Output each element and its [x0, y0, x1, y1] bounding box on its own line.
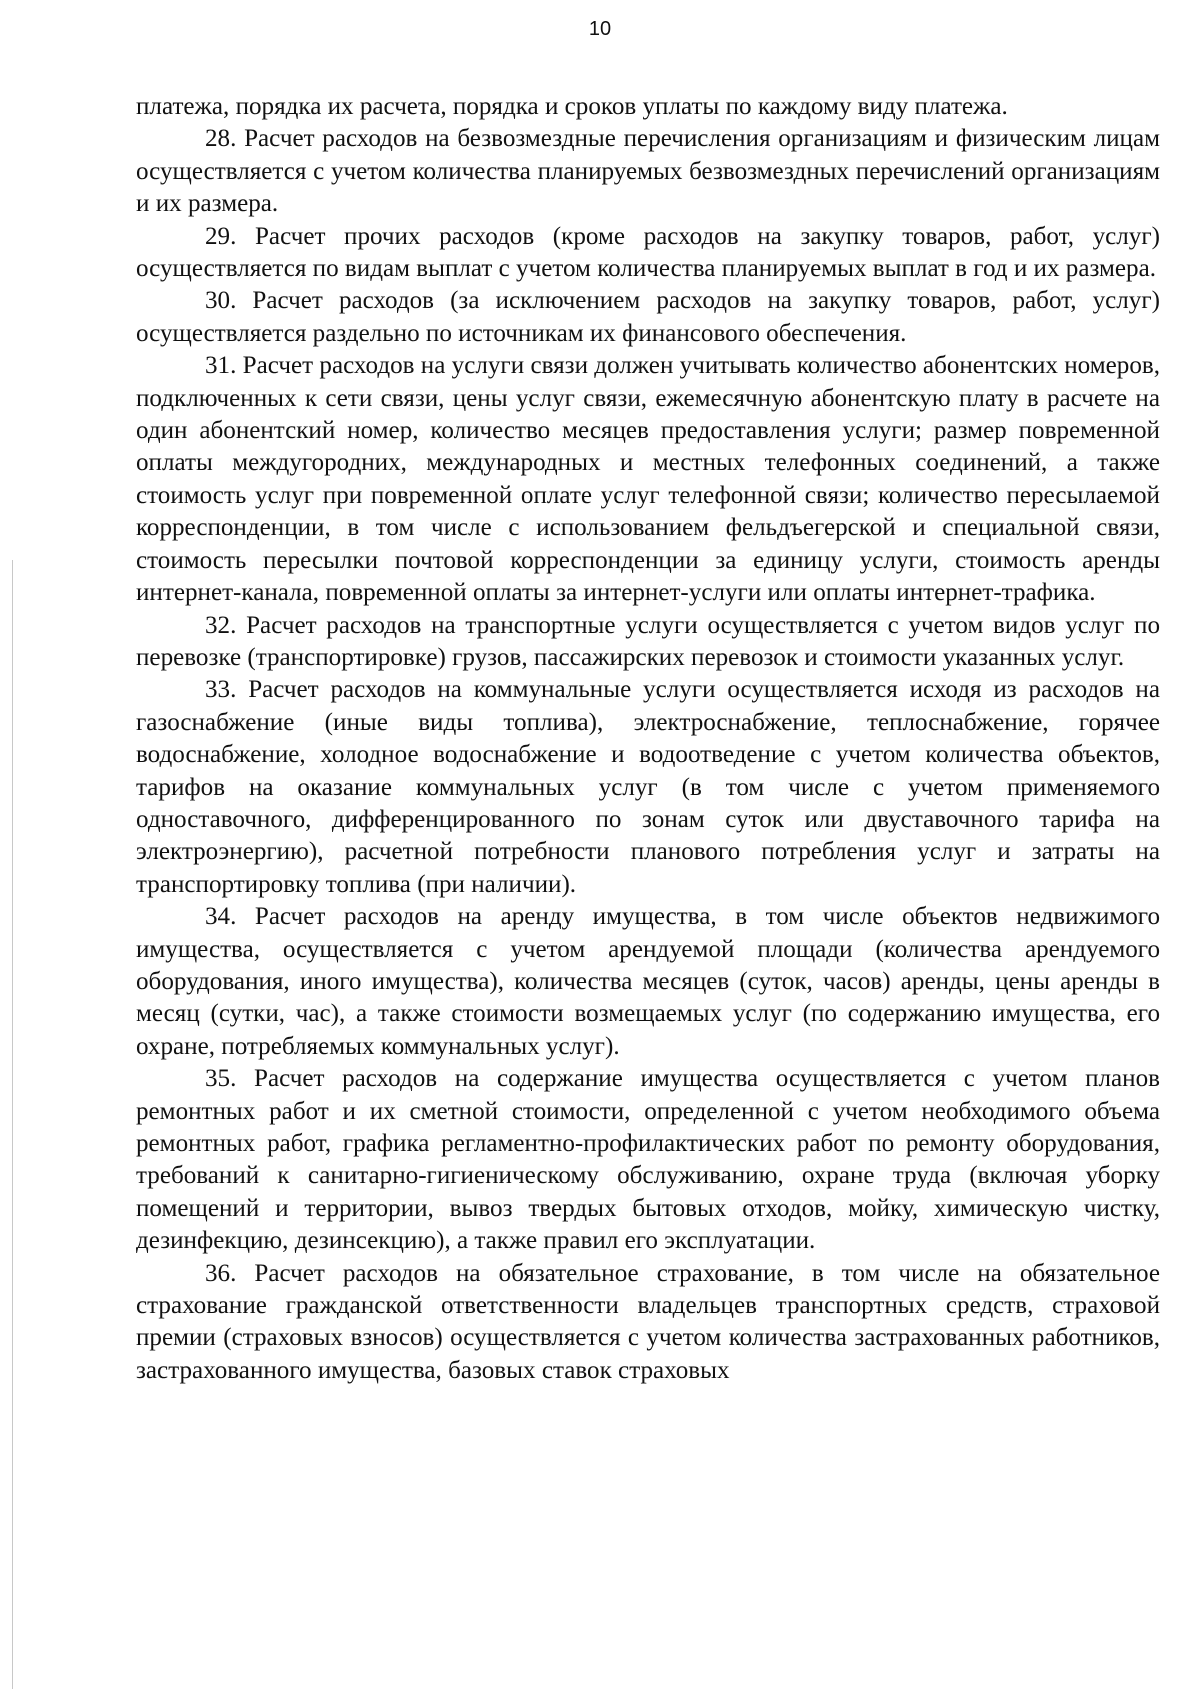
document-body: [136, 91, 1160, 1387]
paragraph-33: 33. Расчет расходов на коммунальные услуги осуществляется исходя из расходов на газоснабжение (иные виды топлива), электроснабжение, теплоснабжение, горячее водоснабжение, холодное водоснабжение и водоотведение с учетом количества объектов, тарифов на оказание коммунальных услуг (в том числе с учетом применяемого одноставочного, дифференцированного по зонам суток или двуставочного тарифа на электроэнергию), расчетной потребности планового потребления услуг и затраты на транспортировку топлива (при наличии).: [136, 676, 1160, 898]
page-number: 10: [588, 18, 612, 40]
paragraph-29: 29. Расчет прочих расходов (кроме расходов на закупку товаров, работ, услуг) осуществляется по видам выплат с учетом количества планируемых выплат в год и их размера.: [136, 222, 1160, 283]
paragraph-34: 34. Расчет расходов на аренду имущества, в том числе объектов недвижимого имущества, осуществляется с учетом арендуемой площади (количества арендуемого оборудования, иного имущества), количества месяцев (суток, часов) аренды, цены аренды в месяц (сутки, час), а также стоимости возмещаемых услуг (по содержанию имущества, его охране, потребляемых коммунальных услуг).: [136, 903, 1160, 1060]
paragraph-31: 31. Расчет расходов на услуги связи должен учитывать количество абонентских номеров, подключенных к сети связи, цены услуг связи, ежемесячную абонентскую плату в расчете на один абонентский номер, количество месяцев предоставления услуги; размер повременной оплаты междугородних, международных и местных телефонных соединений, а также стоимость услуг при повременной оплате услуг телефонной связи; количество пересылаемой корреспонденции, в том числе с использованием фельдъегерской и специальной связи, стоимость пересылки почтовой корреспонденции за единицу услуги, стоимость аренды интернет-канала, повременной оплаты за интернет-услуги или оплаты интернет-трафика.: [136, 352, 1160, 607]
paragraph-35: 35. Расчет расходов на содержание имущества осуществляется с учетом планов ремонтных работ и их сметной стоимости, определенной с учетом необходимого объема ремонтных работ, графика регламентно-профилактических работ по ремонту оборудования, требований к санитарно-гигиеническому обслуживанию, охране труда (включая уборку помещений и территории, вывоз твердых бытовых отходов, мойку, химическую чистку, дезинфекцию, дезинсекцию), а также правил его эксплуатации.: [136, 1065, 1160, 1255]
paragraph-36: 36. Расчет расходов на обязательное страхование, в том числе на обязательное страхование гражданской ответственности владельцев транспортных средств, страховой премии (страховых взносов) осуществляется с учетом количества застрахованных работников, застрахованного имущества, базовых ставок страховых: [136, 1259, 1160, 1384]
paragraph-30: 30. Расчет расходов (за исключением расходов на закупку товаров, работ, услуг) осуществляется раздельно по источникам их финансового обеспечения.: [136, 287, 1160, 347]
paragraph-32: 32. Расчет расходов на транспортные услуги осуществляется с учетом видов услуг по перевозке (транспортировке) грузов, пассажирских перевозок и стоимости указанных услуг.: [136, 611, 1160, 671]
paragraph-27-continuation: платежа, порядка их расчета, порядка и сроков уплаты по каждому виду платежа.: [136, 93, 1008, 120]
paragraph-28: 28. Расчет расходов на безвозмездные перечисления организациям и физическим лицам осуществляется с учетом количества планируемых безвозмездных перечислений организациям и их размера.: [136, 125, 1160, 218]
scan-binding-line: [12, 560, 13, 1689]
